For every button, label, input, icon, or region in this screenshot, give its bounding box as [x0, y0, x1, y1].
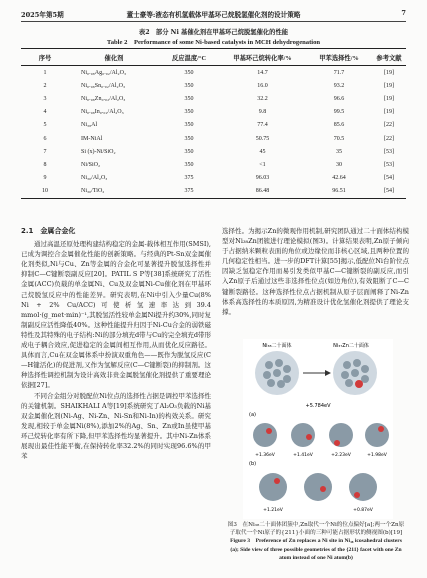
- table-cell: Ni₀.₉₈Ag₀.₀₂/Al₂O₃: [81, 69, 127, 76]
- table-header-cell: 序号: [21, 49, 69, 66]
- table-cell: Ni₀.₉₈Zn₀.₀₂/Al₂O₃: [81, 95, 126, 102]
- table-cell: [54]: [384, 175, 394, 182]
- label-ni38: Ni₃₈二十面体: [262, 343, 292, 349]
- table-header-cell: 甲基环己烷转化率/%: [219, 49, 306, 66]
- table-cell: 96.51: [306, 185, 372, 199]
- energy-label: +0.87eV: [353, 508, 373, 513]
- table-cell: [54]: [372, 185, 406, 199]
- paragraph: 不同合金组分对脱配位Ni位点的选择性占据是调控甲苯选择性的关键机制。SHAIKHALI A等[19]系统研究了Al₂O₃负载的Ni基双金属催化剂(Ni-Ag、Ni-Zn、Ni-Sn和Ni-In)的构效关系。研究发现,相较于单金属Ni(8%),添加2%的Ag、Sn、Zn或In虽使甲基环己烷转化率有所下降,但甲苯选择性均显著提升。其中Ni-Zn体系展现出最佳性能平衡,在保持转化率32.2%的同时实现96.6%的甲苯: [21, 391, 211, 461]
- table-cell: [22]: [384, 135, 394, 142]
- header-rule: [21, 21, 406, 22]
- left-column: [21, 226, 211, 461]
- table-row: [21, 66, 406, 80]
- subfigure-label: (b): [249, 461, 257, 467]
- issue-label: 2025年第5期: [21, 11, 64, 19]
- catalyst-performance-table: [21, 48, 406, 199]
- table-cell: [19]: [384, 82, 394, 89]
- table-cell: 9.8: [258, 109, 267, 116]
- ni38-cluster: [255, 351, 299, 395]
- table-cell: 32.2: [257, 95, 268, 102]
- table-cell: 35: [336, 148, 342, 155]
- table-cell: 96.6: [333, 95, 345, 102]
- paragraph: 通过高温还原处理构建结构稳定的金属-载体相互作用(SMSI),已成为调控合金属催化性能的创新策略。与经典的Pt-Sn双金属催化剂类似,Ni与Cu、Zn等金属的合金化可显著提升脱氢选择性并抑制C—C键断裂副反应[20]。PATIL S P等[38]系统研究了活性金属(ACC)负载的单金属Ni、Cu及双金属Ni-Cu催化剂在甲基环己烷脱氢反应中的性能差异。研究表明,在Ni中引入少量Cu(8% Ni + 2% Cu/ACC)可使析氢速率达到39.4 mmol·(g_met·min)⁻¹,其脱氢活性较单金属Ni提升约30%,同时复制副反应活性降低40%。这种性能提升归因于Ni-Cu合金的弱铁磁特性及其特殊的电子结构:Ni的部分填充d带与Cu的完全填充d带形成电子耦合效应,促进稳定的金属间相互作用,从而优化反应路径。具体而言,Cu在双金属体系中扮演双重角色——既作为脱氢反应(C—H键活化)的促进剂,又作为氢解反应(C—C键断裂)的抑制剂。这种选择性调控机制为设计高效非贵金属脱氢催化剂提供了重要理论依据[27]。: [21, 240, 211, 390]
- table-header-cell: 催化剂: [69, 49, 159, 66]
- table-row: [21, 132, 406, 145]
- table-cell: 96.03: [255, 175, 270, 182]
- table-cell: 50.75: [255, 135, 270, 142]
- table-cell: 4: [43, 109, 47, 116]
- table-cell: 42.64: [332, 175, 346, 182]
- article-running-title: 董士豪等:液态有机氢载体甲基环己烷脱氢催化剂的设计策略: [126, 11, 301, 19]
- table-row: [21, 158, 406, 171]
- table-cell: 2: [43, 82, 47, 89]
- table-row: [21, 185, 406, 199]
- table-cell: [53]: [384, 161, 394, 168]
- table-cell: 350: [184, 161, 194, 168]
- table-cell: [19]: [384, 95, 394, 102]
- table-cell: 16.0: [257, 82, 268, 89]
- table-cell: 10: [21, 185, 69, 199]
- energy-label: +1.98eV: [367, 453, 387, 458]
- table-cell: 350: [184, 122, 194, 129]
- table-cell: 45: [259, 148, 266, 155]
- figure-3: [243, 339, 393, 519]
- table-cell: 14.7: [257, 69, 268, 76]
- table-cell: 350: [184, 82, 194, 89]
- table-cell: Ni₃₈Al: [81, 122, 98, 129]
- figure-caption: [226, 521, 406, 562]
- table-cell: Ni₀.₉₈In₀.₀₂/Al₂O₃: [81, 109, 124, 116]
- table-row: [21, 172, 406, 185]
- table-cell: <1: [259, 161, 266, 168]
- figure-caption-en: Figure 3 Preference of Zn replaces a Ni site in Ni₃₈ icosahedral clusters (a); Side view of three possible geometries of the {211} facet with one Zn atom instead of one Ni atom(b): [230, 538, 402, 561]
- table-cell: [53]: [384, 148, 394, 155]
- subfigure-label: (a): [249, 412, 256, 418]
- right-column: [222, 226, 409, 317]
- energy-label: +5.784eV: [305, 403, 331, 409]
- paragraph: 选择性。为揭示Zn的微观作用机制,研究团队通过二十面体结构模型对Ni₃₈Zn团簇进行理论模拟(图3)。计算结果表明,Zn原子倾向于占据纳米颗粒表面的角位或边缘位而非核心区域,且两种位置的几何稳定性相当。进一步的DFT计算[55]揭示,低配位Ni台阶位点因缺乏氢稳定作用而易引发类似甲基C—C键断裂的副反应,而引入Zn原子后通过这些非选择性位点(如边角位),有效阻断了C—C键断裂路径。这种选择性位点占据机制从原子层面阐释了Ni-Zn体系高选择性的本质原因,为精准设计优化氢催化剂提供了理论支撑。: [222, 227, 409, 316]
- table-cell: 5: [43, 122, 47, 129]
- table-cell: Si (x)-Ni/SiO₂: [81, 148, 116, 155]
- table-cell: 6: [43, 135, 47, 142]
- energy-label: +2.23eV: [331, 453, 351, 458]
- table-row: [21, 79, 406, 92]
- table-cell: 375: [184, 175, 194, 182]
- table-header-cell: 甲苯选择性/%: [306, 49, 372, 66]
- cluster-figure-svg: [243, 339, 393, 519]
- table-cell: 77.4: [257, 122, 268, 129]
- table-header-cell: 参考文献: [372, 49, 406, 66]
- table-cell: Ni₃₀/Al₂O₃: [81, 175, 108, 182]
- table-cell: [19]: [384, 69, 394, 76]
- table-cell: 350: [184, 95, 194, 102]
- table-cell: 7: [43, 148, 47, 155]
- cluster-row-b: [259, 473, 377, 501]
- table-cell: Ni₀.₉₈Sn₀.₀₂/Al₂O₃: [81, 82, 126, 89]
- table-cell: 70.5: [333, 135, 345, 142]
- table-cell: 3: [43, 95, 47, 102]
- table-cell: 1: [43, 69, 47, 76]
- table-cell: 93.2: [333, 82, 345, 89]
- table-cell: [22]: [384, 122, 394, 129]
- table-caption-cn: 表2 部分 Ni 基催化剂在甲基环己烷脱氢催化的性能: [138, 29, 289, 36]
- running-header: [21, 9, 406, 21]
- table-caption-en: Table 2 Performance of some Ni-based catalysts in MCH dehydrogenation: [106, 39, 321, 46]
- table-cell: 350: [184, 135, 194, 142]
- table-header-row: [21, 49, 406, 66]
- table-row: [21, 92, 406, 105]
- table-header-cell: 反应温度/°C: [159, 49, 219, 66]
- table-cell: 8: [43, 161, 47, 168]
- table-cell: IM-NiAl: [81, 135, 103, 142]
- ni37zn-cluster: [333, 351, 377, 395]
- label-ni37zn: Ni₃₇Zn二十面体: [333, 343, 369, 349]
- table-cell: Ni/SiO₂: [81, 161, 101, 168]
- table-cell: 99.5: [333, 109, 345, 116]
- table-cell: 85.6: [333, 122, 345, 129]
- energy-label: +1.21eV: [263, 508, 283, 513]
- section-title: 2.1 金属合金化: [21, 227, 76, 235]
- table-cell: 350: [184, 148, 194, 155]
- energy-label: +1.41eV: [293, 453, 313, 458]
- energy-label: +1.36eV: [255, 453, 275, 458]
- table-row: [21, 119, 406, 132]
- table-cell: Ni₃₀/TiO₂: [69, 185, 159, 199]
- table-cell: 30: [336, 161, 342, 168]
- table-cell: 375: [159, 185, 219, 199]
- table-cell: 350: [184, 109, 194, 116]
- table-row: [21, 106, 406, 119]
- table-cell: [19]: [384, 109, 394, 116]
- table-cell: 9: [43, 175, 47, 182]
- page-number: 7: [401, 9, 406, 17]
- table-cell: 350: [184, 69, 194, 76]
- table-cell: 86.48: [219, 185, 306, 199]
- table-row: [21, 145, 406, 158]
- figure-caption-cn: 图3 在Ni₃₈二十面体团簇中,Zn取代一个Ni的位点偏好[a];两一个Zn原子取代一个Ni原子的{211}小面的三种可能占据形状的侧视图(b)[19]: [227, 522, 405, 537]
- table-cell: 71.7: [333, 69, 345, 76]
